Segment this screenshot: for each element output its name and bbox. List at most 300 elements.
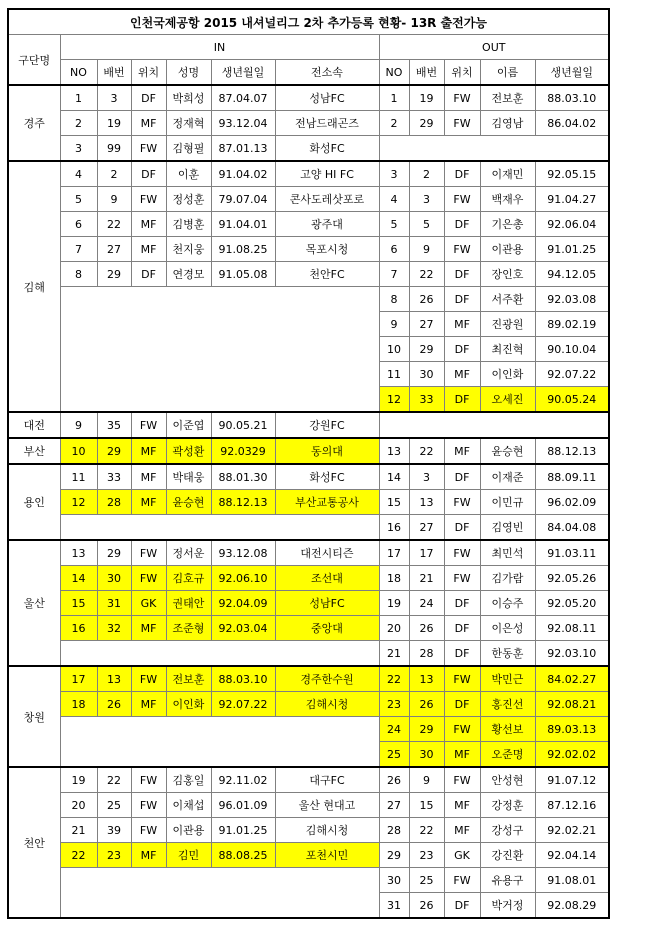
team-name: 울산 (8, 540, 60, 666)
in-no: 11 (60, 464, 97, 490)
out-number: 5 (409, 212, 444, 237)
out-position: DF (444, 515, 480, 541)
out-birth: 92.03.08 (535, 287, 609, 312)
out-name: 한동훈 (480, 641, 535, 667)
col-header-in-position: 위치 (131, 60, 166, 86)
in-previous-club: 전남드래곤즈 (275, 111, 379, 136)
in-birth: 88.12.13 (211, 490, 275, 515)
out-name: 이관용 (480, 237, 535, 262)
in-name: 김민 (166, 843, 211, 868)
in-number: 19 (97, 111, 131, 136)
out-name: 오세진 (480, 387, 535, 413)
empty-in-area (60, 287, 379, 413)
in-no: 6 (60, 212, 97, 237)
in-previous-club: 성남FC (275, 591, 379, 616)
out-number: 26 (409, 692, 444, 717)
in-previous-club: 천안FC (275, 262, 379, 287)
team-name: 천안 (8, 767, 60, 918)
in-no: 20 (60, 793, 97, 818)
out-name: 이재민 (480, 161, 535, 187)
out-position: MF (444, 438, 480, 464)
in-no: 12 (60, 490, 97, 515)
in-previous-club: 대구FC (275, 767, 379, 793)
in-number: 29 (97, 438, 131, 464)
table-row (8, 85, 609, 111)
out-position: MF (444, 312, 480, 337)
in-no: 14 (60, 566, 97, 591)
out-number: 27 (409, 312, 444, 337)
in-birth: 79.07.04 (211, 187, 275, 212)
out-position: MF (444, 793, 480, 818)
out-no: 27 (379, 793, 409, 818)
out-no: 17 (379, 540, 409, 566)
out-birth: 88.03.10 (535, 85, 609, 111)
in-no: 2 (60, 111, 97, 136)
in-birth: 92.03.04 (211, 616, 275, 641)
table-row (8, 666, 609, 692)
col-header-out-number: 배번 (409, 60, 444, 86)
in-birth: 88.01.30 (211, 464, 275, 490)
in-name: 김홍일 (166, 767, 211, 793)
out-position: FW (444, 85, 480, 111)
empty-in-area (60, 641, 379, 667)
col-header-out-no: NO (379, 60, 409, 86)
out-number: 26 (409, 893, 444, 919)
out-name: 유용구 (480, 868, 535, 893)
out-position: DF (444, 893, 480, 919)
out-birth: 94.12.05 (535, 262, 609, 287)
out-name: 안성현 (480, 767, 535, 793)
col-header-in-birth: 생년월일 (211, 60, 275, 86)
in-name: 천지웅 (166, 237, 211, 262)
out-name: 이재준 (480, 464, 535, 490)
in-number: 29 (97, 262, 131, 287)
in-name: 김호규 (166, 566, 211, 591)
empty-out-area (379, 412, 609, 438)
in-name: 정성훈 (166, 187, 211, 212)
out-name: 홍진선 (480, 692, 535, 717)
in-name: 정서운 (166, 540, 211, 566)
in-previous-club: 성남FC (275, 85, 379, 111)
out-number: 19 (409, 85, 444, 111)
out-birth: 86.04.02 (535, 111, 609, 136)
out-name: 박거정 (480, 893, 535, 919)
out-name: 윤승현 (480, 438, 535, 464)
in-name: 곽성환 (166, 438, 211, 464)
table-row (8, 464, 609, 490)
out-position: FW (444, 717, 480, 742)
in-previous-club: 화성FC (275, 136, 379, 162)
out-name: 김가람 (480, 566, 535, 591)
in-number: 31 (97, 591, 131, 616)
in-position: DF (131, 85, 166, 111)
out-name: 박민근 (480, 666, 535, 692)
out-birth: 91.04.27 (535, 187, 609, 212)
in-position: DF (131, 161, 166, 187)
in-name: 김병훈 (166, 212, 211, 237)
out-no: 30 (379, 868, 409, 893)
out-number: 25 (409, 868, 444, 893)
out-number: 23 (409, 843, 444, 868)
out-birth: 92.02.02 (535, 742, 609, 768)
out-number: 26 (409, 287, 444, 312)
out-position: DF (444, 212, 480, 237)
table-row (8, 262, 609, 287)
out-birth: 92.05.26 (535, 566, 609, 591)
out-name: 최진혁 (480, 337, 535, 362)
in-number: 99 (97, 136, 131, 162)
out-no: 3 (379, 161, 409, 187)
in-birth: 91.01.25 (211, 818, 275, 843)
in-position: FW (131, 540, 166, 566)
col-header-in-previous-club: 전소속 (275, 60, 379, 86)
out-no: 15 (379, 490, 409, 515)
out-name: 강성구 (480, 818, 535, 843)
out-no: 22 (379, 666, 409, 692)
in-number: 39 (97, 818, 131, 843)
in-birth: 92.11.02 (211, 767, 275, 793)
in-no: 15 (60, 591, 97, 616)
out-number: 22 (409, 262, 444, 287)
out-no: 12 (379, 387, 409, 413)
out-name: 강진환 (480, 843, 535, 868)
out-position: FW (444, 767, 480, 793)
out-name: 장인호 (480, 262, 535, 287)
in-name: 박희성 (166, 85, 211, 111)
in-no: 22 (60, 843, 97, 868)
out-position: DF (444, 641, 480, 667)
in-position: FW (131, 666, 166, 692)
in-name: 정재혁 (166, 111, 211, 136)
in-birth: 91.04.02 (211, 161, 275, 187)
out-number: 21 (409, 566, 444, 591)
in-position: MF (131, 843, 166, 868)
in-birth: 96.01.09 (211, 793, 275, 818)
out-position: DF (444, 616, 480, 641)
in-number: 23 (97, 843, 131, 868)
out-name: 김영남 (480, 111, 535, 136)
table-row (8, 515, 609, 541)
out-number: 33 (409, 387, 444, 413)
out-position: GK (444, 843, 480, 868)
out-number: 17 (409, 540, 444, 566)
in-name: 이채섭 (166, 793, 211, 818)
in-number: 26 (97, 692, 131, 717)
out-no: 21 (379, 641, 409, 667)
out-number: 26 (409, 616, 444, 641)
out-position: FW (444, 111, 480, 136)
out-birth: 91.01.25 (535, 237, 609, 262)
in-birth: 92.0329 (211, 438, 275, 464)
in-no: 16 (60, 616, 97, 641)
out-position: FW (444, 566, 480, 591)
in-previous-club: 대전시티즌 (275, 540, 379, 566)
in-no: 7 (60, 237, 97, 262)
out-name: 이인화 (480, 362, 535, 387)
out-number: 22 (409, 818, 444, 843)
out-position: DF (444, 387, 480, 413)
table-row (8, 566, 609, 591)
table-row (8, 412, 609, 438)
in-birth: 88.03.10 (211, 666, 275, 692)
in-name: 윤승현 (166, 490, 211, 515)
out-number: 3 (409, 464, 444, 490)
table-row (8, 111, 609, 136)
out-no: 16 (379, 515, 409, 541)
in-number: 27 (97, 237, 131, 262)
out-name: 오준명 (480, 742, 535, 768)
in-previous-club: 목포시청 (275, 237, 379, 262)
in-position: MF (131, 212, 166, 237)
out-birth: 91.08.01 (535, 868, 609, 893)
in-position: FW (131, 566, 166, 591)
in-position: DF (131, 262, 166, 287)
in-no: 9 (60, 412, 97, 438)
in-no: 4 (60, 161, 97, 187)
out-birth: 89.03.13 (535, 717, 609, 742)
out-position: FW (444, 187, 480, 212)
out-number: 29 (409, 111, 444, 136)
in-name: 김형필 (166, 136, 211, 162)
out-no: 8 (379, 287, 409, 312)
in-previous-club: 김해시청 (275, 692, 379, 717)
out-birth: 92.07.22 (535, 362, 609, 387)
out-position: DF (444, 464, 480, 490)
in-name: 전보훈 (166, 666, 211, 692)
in-number: 25 (97, 793, 131, 818)
out-birth: 92.08.11 (535, 616, 609, 641)
out-no: 11 (379, 362, 409, 387)
table-row (8, 438, 609, 464)
in-birth: 93.12.08 (211, 540, 275, 566)
out-number: 30 (409, 742, 444, 768)
in-number: 35 (97, 412, 131, 438)
in-number: 3 (97, 85, 131, 111)
out-number: 13 (409, 666, 444, 692)
table-row (8, 237, 609, 262)
in-birth: 91.05.08 (211, 262, 275, 287)
out-position: MF (444, 742, 480, 768)
out-no: 18 (379, 566, 409, 591)
out-position: FW (444, 490, 480, 515)
out-no: 6 (379, 237, 409, 262)
in-position: MF (131, 111, 166, 136)
out-birth: 90.10.04 (535, 337, 609, 362)
out-no: 9 (379, 312, 409, 337)
in-birth: 87.04.07 (211, 85, 275, 111)
table-row (8, 843, 609, 868)
out-birth: 87.12.16 (535, 793, 609, 818)
in-number: 13 (97, 666, 131, 692)
out-name: 강정훈 (480, 793, 535, 818)
in-no: 5 (60, 187, 97, 212)
out-birth: 91.07.12 (535, 767, 609, 793)
table-row (8, 161, 609, 187)
in-birth: 87.01.13 (211, 136, 275, 162)
out-number: 29 (409, 717, 444, 742)
table-row (8, 692, 609, 717)
in-birth: 92.07.22 (211, 692, 275, 717)
in-number: 9 (97, 187, 131, 212)
in-name: 권태안 (166, 591, 211, 616)
in-name: 이인화 (166, 692, 211, 717)
col-header-in-number: 배번 (97, 60, 131, 86)
out-position: DF (444, 161, 480, 187)
out-no: 1 (379, 85, 409, 111)
out-birth: 96.02.09 (535, 490, 609, 515)
team-name: 용인 (8, 464, 60, 540)
out-position: DF (444, 337, 480, 362)
in-previous-club: 김해시청 (275, 818, 379, 843)
out-position: MF (444, 818, 480, 843)
team-name: 경주 (8, 85, 60, 161)
in-position: FW (131, 818, 166, 843)
in-number: 33 (97, 464, 131, 490)
team-name: 김해 (8, 161, 60, 412)
out-birth: 92.06.04 (535, 212, 609, 237)
out-number: 3 (409, 187, 444, 212)
in-position: MF (131, 490, 166, 515)
table-row (8, 591, 609, 616)
in-number: 32 (97, 616, 131, 641)
in-previous-club: 포천시민 (275, 843, 379, 868)
out-no: 10 (379, 337, 409, 362)
out-name: 김영빈 (480, 515, 535, 541)
table-row (8, 540, 609, 566)
in-birth: 88.08.25 (211, 843, 275, 868)
out-number: 27 (409, 515, 444, 541)
out-birth: 92.04.14 (535, 843, 609, 868)
out-name: 서주환 (480, 287, 535, 312)
out-name: 이민규 (480, 490, 535, 515)
out-number: 24 (409, 591, 444, 616)
in-position: MF (131, 616, 166, 641)
table-row (8, 287, 609, 312)
out-position: DF (444, 262, 480, 287)
in-no: 17 (60, 666, 97, 692)
out-name: 이은성 (480, 616, 535, 641)
team-name: 창원 (8, 666, 60, 767)
out-birth: 88.12.13 (535, 438, 609, 464)
in-position: GK (131, 591, 166, 616)
out-name: 전보훈 (480, 85, 535, 111)
out-name: 이승주 (480, 591, 535, 616)
out-position: DF (444, 692, 480, 717)
out-name: 최민석 (480, 540, 535, 566)
in-position: FW (131, 187, 166, 212)
in-no: 8 (60, 262, 97, 287)
in-previous-club: 광주대 (275, 212, 379, 237)
in-previous-club: 콘사도레삿포로 (275, 187, 379, 212)
out-birth: 84.02.27 (535, 666, 609, 692)
table-row (8, 136, 609, 162)
out-number: 22 (409, 438, 444, 464)
in-no: 3 (60, 136, 97, 162)
out-no: 7 (379, 262, 409, 287)
out-birth: 88.09.11 (535, 464, 609, 490)
out-birth: 92.05.15 (535, 161, 609, 187)
in-previous-club: 경주한수원 (275, 666, 379, 692)
sheet-title: 인천국제공항 2015 내셔널리그 2차 추가등록 현황- 13R 출전가능 (8, 9, 609, 35)
in-previous-club: 부산교통공사 (275, 490, 379, 515)
out-name: 황선보 (480, 717, 535, 742)
out-birth: 89.02.19 (535, 312, 609, 337)
in-name: 조준형 (166, 616, 211, 641)
out-birth: 92.05.20 (535, 591, 609, 616)
in-number: 30 (97, 566, 131, 591)
in-birth: 92.06.10 (211, 566, 275, 591)
out-header: OUT (379, 35, 609, 60)
empty-in-area (60, 717, 379, 768)
in-no: 1 (60, 85, 97, 111)
in-position: FW (131, 793, 166, 818)
out-no: 14 (379, 464, 409, 490)
out-no: 2 (379, 111, 409, 136)
out-no: 23 (379, 692, 409, 717)
out-birth: 92.08.21 (535, 692, 609, 717)
out-position: MF (444, 362, 480, 387)
in-position: FW (131, 412, 166, 438)
empty-in-area (60, 515, 379, 541)
in-previous-club: 조선대 (275, 566, 379, 591)
registration-table (7, 8, 610, 919)
in-number: 28 (97, 490, 131, 515)
out-number: 29 (409, 337, 444, 362)
table-row (8, 818, 609, 843)
out-no: 5 (379, 212, 409, 237)
out-no: 28 (379, 818, 409, 843)
out-position: FW (444, 666, 480, 692)
in-birth: 92.04.09 (211, 591, 275, 616)
out-number: 30 (409, 362, 444, 387)
in-name: 박태웅 (166, 464, 211, 490)
empty-out-area (379, 136, 609, 162)
table-row (8, 717, 609, 742)
table-row (8, 187, 609, 212)
out-position: DF (444, 287, 480, 312)
in-previous-club: 동의대 (275, 438, 379, 464)
in-no: 10 (60, 438, 97, 464)
out-name: 진광원 (480, 312, 535, 337)
empty-in-area (60, 868, 379, 919)
team-name: 부산 (8, 438, 60, 464)
out-no: 31 (379, 893, 409, 919)
table-row (8, 767, 609, 793)
out-birth: 84.04.08 (535, 515, 609, 541)
out-name: 백재우 (480, 187, 535, 212)
in-number: 2 (97, 161, 131, 187)
in-previous-club: 화성FC (275, 464, 379, 490)
out-no: 20 (379, 616, 409, 641)
out-number: 2 (409, 161, 444, 187)
in-previous-club: 울산 현대고 (275, 793, 379, 818)
in-position: MF (131, 464, 166, 490)
in-position: FW (131, 767, 166, 793)
in-birth: 93.12.04 (211, 111, 275, 136)
out-number: 15 (409, 793, 444, 818)
in-position: MF (131, 692, 166, 717)
in-name: 이관용 (166, 818, 211, 843)
out-no: 26 (379, 767, 409, 793)
in-number: 22 (97, 767, 131, 793)
in-birth: 90.05.21 (211, 412, 275, 438)
out-number: 9 (409, 767, 444, 793)
in-birth: 91.04.01 (211, 212, 275, 237)
out-position: FW (444, 540, 480, 566)
col-header-out-birth: 생년월일 (535, 60, 609, 86)
in-number: 22 (97, 212, 131, 237)
table-row (8, 793, 609, 818)
